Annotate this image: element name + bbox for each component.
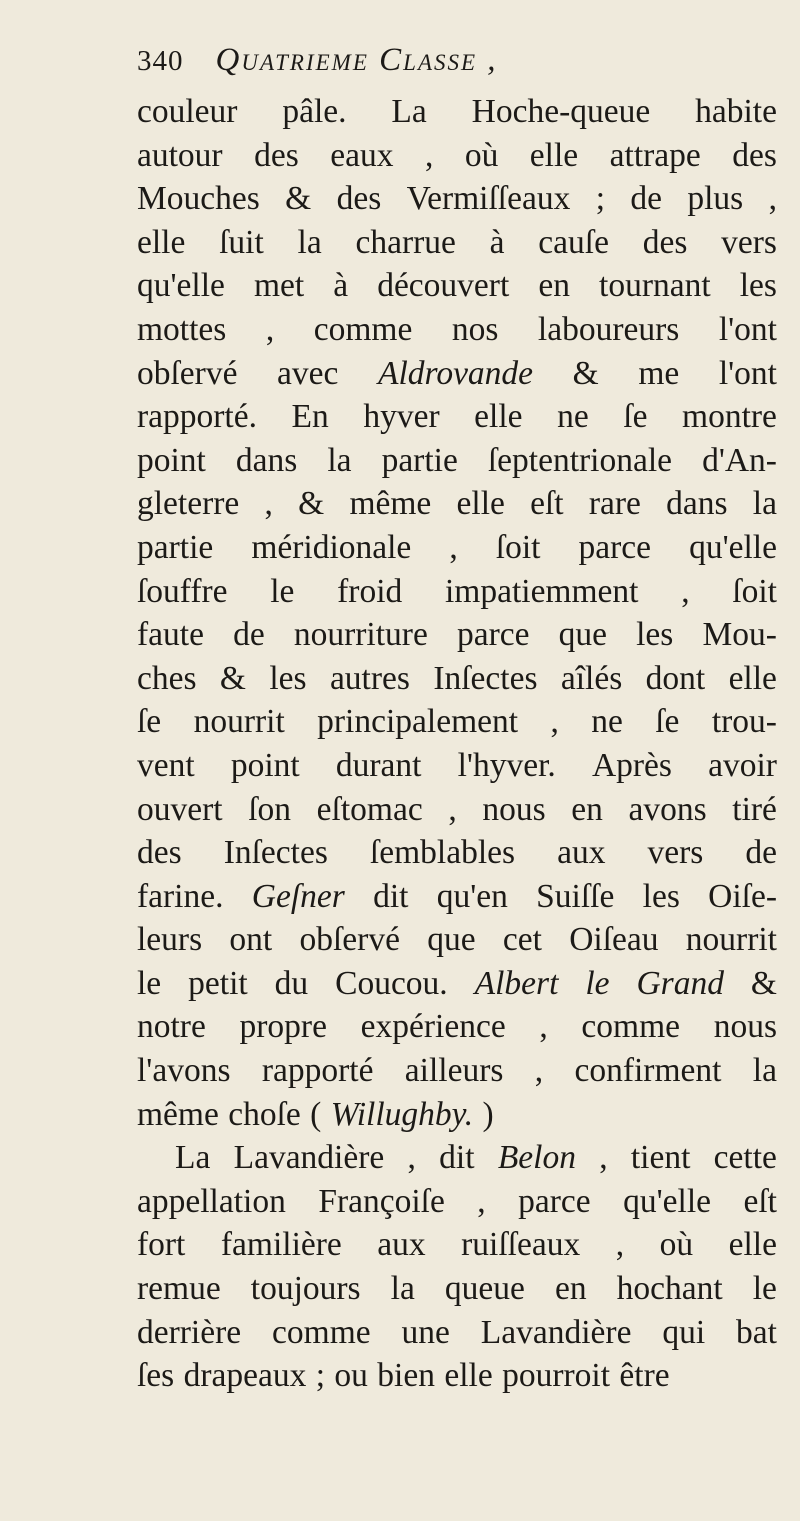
text-line: notre propre expérience , comme nous [137, 1008, 777, 1046]
text-line: Mouches & des Vermiſſeaux ; de plus , [137, 180, 777, 218]
text-line: ouvert ſon eſtomac , nous en avons tiré [137, 790, 777, 828]
text-line: vent point durant l'hyver. Après avoir [137, 746, 777, 784]
text-line: gleterre , & même elle eſt rare dans la [137, 485, 777, 523]
text-line: faute de nourriture parce que les Mou- [137, 616, 777, 654]
text-line: même choſe ( Willughby. ) [137, 1095, 494, 1133]
text-line: ſouffre le froid impatiemment , ſoit [137, 572, 777, 610]
text-line: partie méridionale , ſoit parce qu'elle [137, 528, 777, 566]
page-number: 340 [137, 45, 184, 77]
running-head: Quatrieme Classe , [215, 42, 498, 78]
text-line: farine. Geſner dit qu'en Suiſſe les Oiſe- [137, 877, 777, 915]
text-line: point dans la partie ſeptentrionale d'An- [137, 441, 777, 479]
text-line: qu'elle met à découvert en tournant les [137, 267, 777, 305]
text-line: obſervé avec Aldrovande & me l'ont [137, 354, 777, 392]
text-line: leurs ont obſervé que cet Oiſeau nourrit [137, 921, 777, 959]
text-line: fort familière aux ruiſſeaux , où elle [137, 1226, 777, 1264]
text-line: ſes drapeaux ; ou bien elle pourroit être [137, 1357, 670, 1395]
text-line: l'avons rapporté ailleurs , confirment la [137, 1052, 777, 1090]
text-line: La Lavandière , dit Belon , tient cette [175, 1139, 777, 1177]
text-line: appellation Françoiſe , parce qu'elle eſt [137, 1182, 777, 1220]
text-line: des Inſectes ſemblables aux vers de [137, 834, 777, 872]
body-text [137, 90, 777, 1398]
text-line: mottes , comme nos laboureurs l'ont [137, 310, 777, 348]
text-line: le petit du Coucou. Albert le Grand & [137, 964, 777, 1002]
text-line: couleur pâle. La Hoche-queue habite [137, 93, 777, 130]
text-line: ches & les autres Inſectes aîlés dont elle [137, 659, 777, 697]
page-header [137, 42, 777, 92]
text-line: rapporté. En hyver elle ne ſe montre [137, 398, 777, 436]
text-line: autour des eaux , où elle attrape des [137, 136, 777, 174]
text-line: elle ſuit la charrue à cauſe des vers [137, 223, 777, 261]
text-line: remue toujours la queue en hochant le [137, 1270, 777, 1308]
text-line: derrière comme une Lavandière qui bat [137, 1313, 777, 1351]
text-line: ſe nourrit principalement , ne ſe trou- [137, 703, 777, 741]
